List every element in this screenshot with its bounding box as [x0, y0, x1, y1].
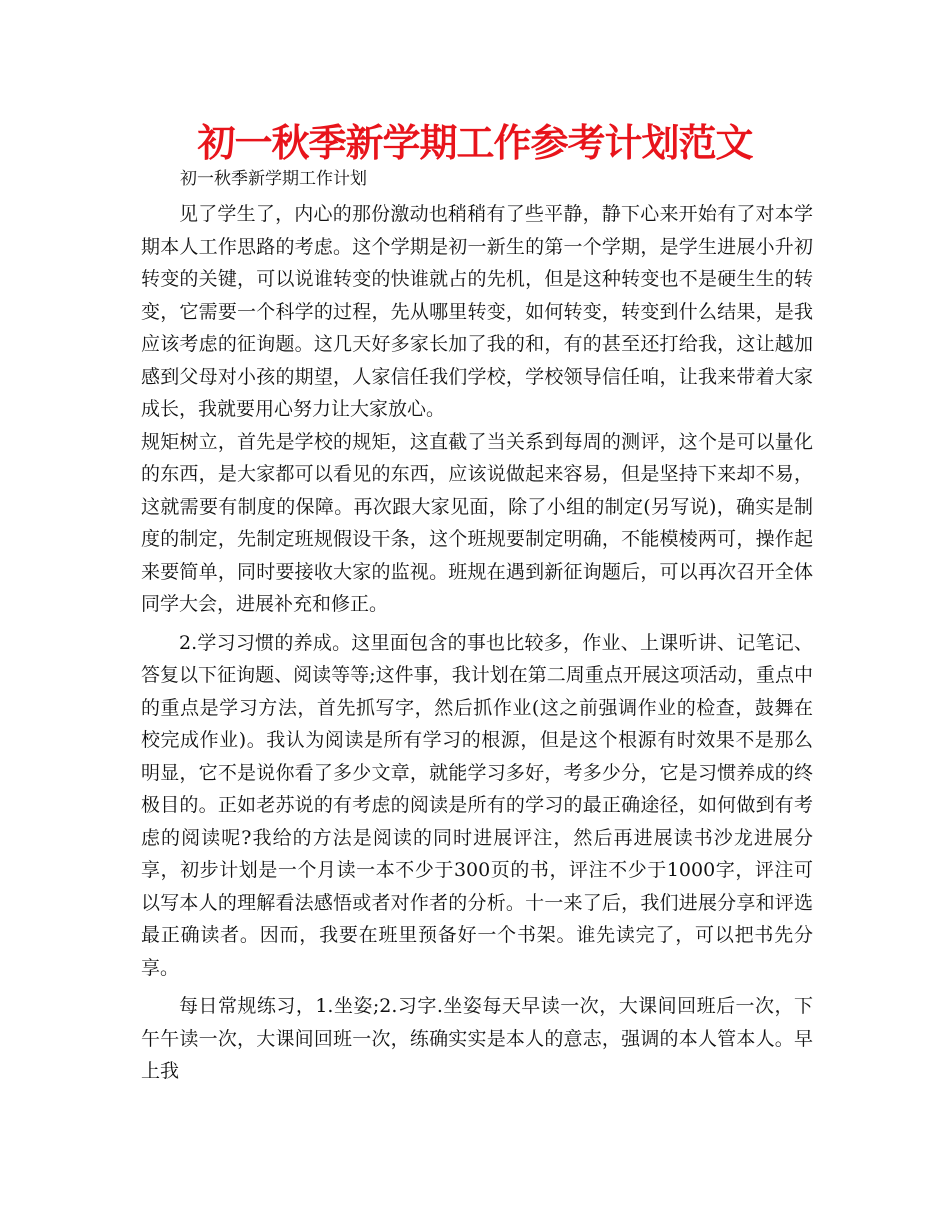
document-subtitle: 初一秋季新学期工作计划	[180, 169, 367, 189]
paragraph-2: 规矩树立，首先是学校的规矩，这直截了当关系到每周的测评，这个是可以量化的东西，是大家都可以看见的东西，应该说做起来容易，但是坚持下来却不易，这就需要有制度的保障。再次跟大家见面，除了小组的制定(另写说)，确实是制度的制定，先制定班规假设干条，这个班规要制定明确，不能模棱两可，操作起来要简单，同时要接收大家的监视。班规在遇到新征询题后，可以再次召开全体同学大会，进展补充和修正。	[141, 430, 813, 615]
paragraph-4: 每日常规练习，1.坐姿;2.习字.坐姿每天早读一次，大课间回班后一次，下午午读一次，大课间回班一次，练确实实是本人的意志，强调的本人管本人。早上我	[141, 995, 813, 1082]
document-title: 初一秋季新学期工作参考计划范文	[197, 121, 753, 165]
paragraph-1: 见了学生了，内心的那份激动也稍稍有了些平静，静下心来开始有了对本学期本人工作思路的考虑。这个学期是初一新生的第一个学期，是学生进展小升初转变的关键，可以说谁转变的快谁就占的先机，但是这种转变也不是硬生生的转变，它需要一个科学的过程，先从哪里转变，如何转变，转变到什么结果，是我应该考虑的征询题。这几天好多家长加了我的和，有的甚至还打给我，这让越加感到父母对小孩的期望，人家信任我们学校，学校领导信任咱，让我来带着大家成长，我就要用心努力让大家放心。	[141, 203, 813, 420]
document-body	[141, 198, 813, 1088]
paragraph-3: 2.学习习惯的养成。这里面包含的事也比较多，作业、上课听讲、记笔记、答复以下征询题、阅读等等;这件事，我计划在第二周重点开展这项活动，重点中的重点是学习方法，首先抓写字，然后抓作业(这之前强调作业的检查，鼓舞在校完成作业)。我认为阅读是所有学习的根源，但是这个根源有时效果不是那么明显，它不是说你看了多少文章，就能学习多好，考多少分，它是习惯养成的终极目的。正如老苏说的有考虑的阅读是所有的学习的最正确途径，如何做到有考虑的阅读呢?我给的方法是阅读的同时进展评注，然后再进展读书沙龙进展分享，初步计划是一个月读一本不少于300页的书，评注不少于1000字，评注可以写本人的理解看法感悟或者对作者的分析。十一来了后，我们进展分享和评选最正确读者。因而，我要在班里预备好一个书架。谁先读完了，可以把书先分享。	[141, 631, 813, 979]
